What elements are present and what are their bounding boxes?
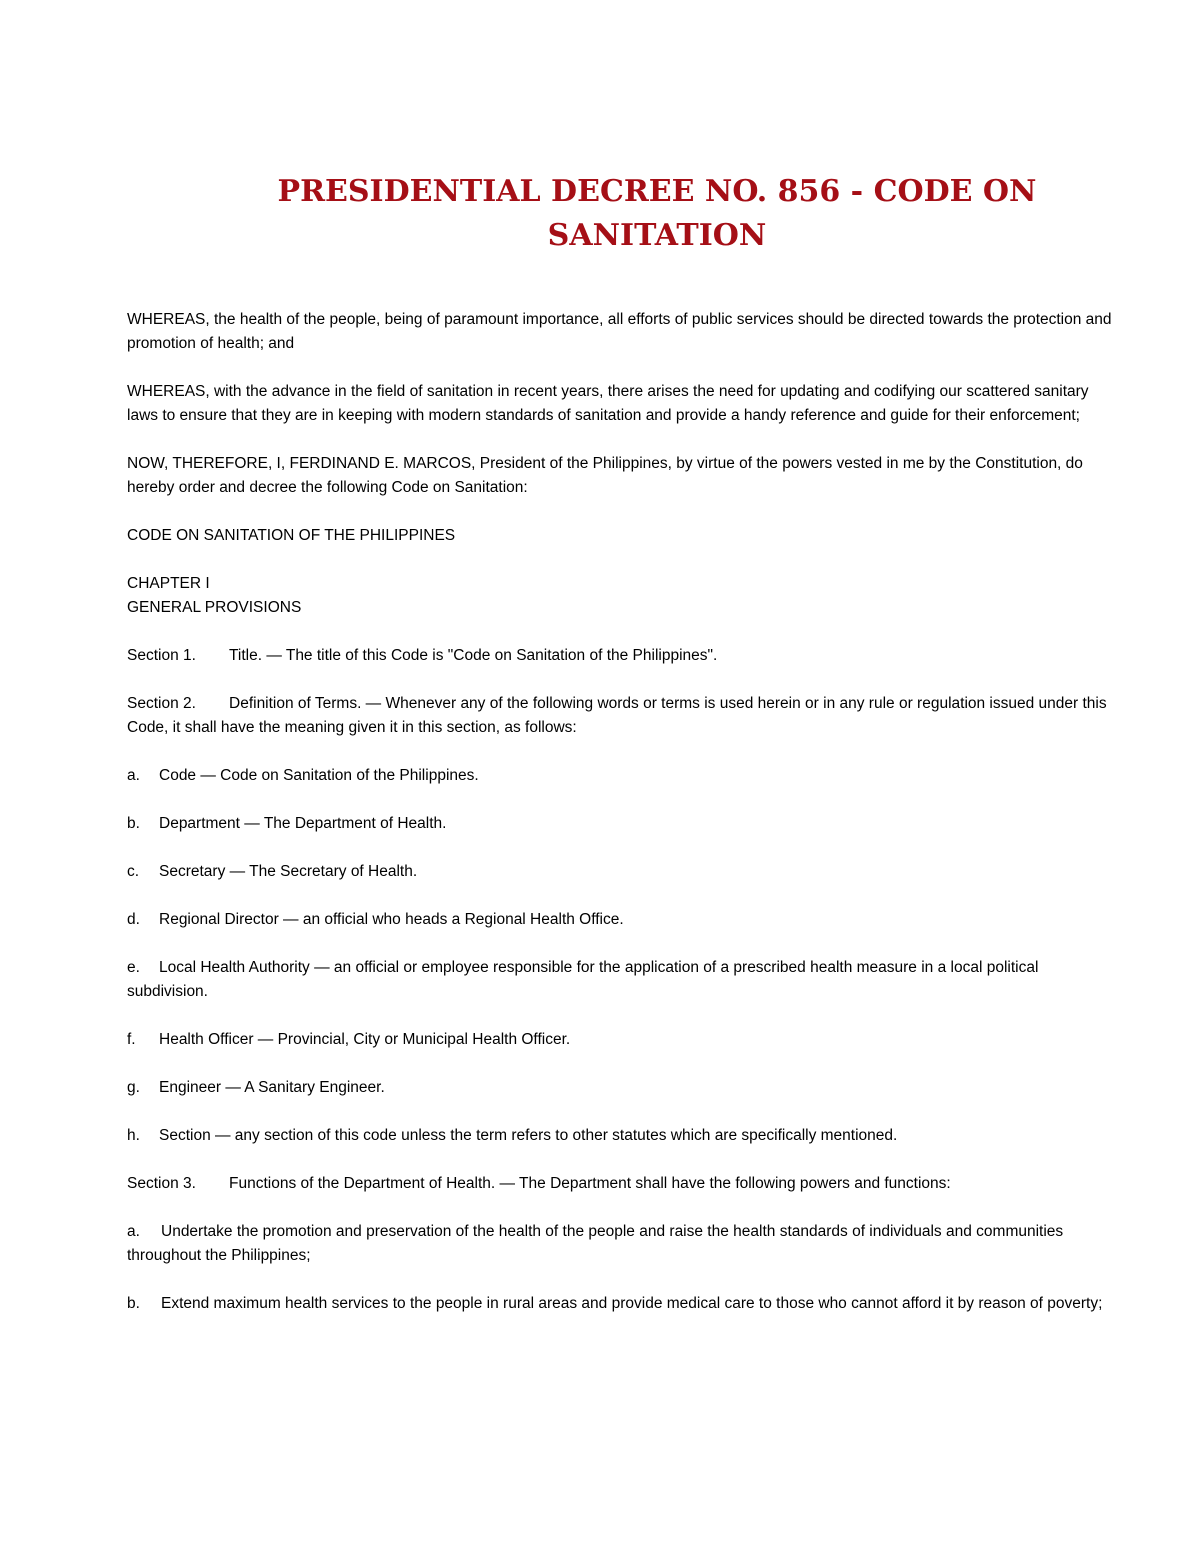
code-heading: CODE ON SANITATION OF THE PHILIPPINES <box>127 527 456 544</box>
whereas-paragraph-1: WHEREAS, the health of the people, being of paramount importance, all efforts of public services should be directed towards the protection and promotion of health; and <box>127 311 1112 352</box>
section-3 <box>127 1172 1117 1196</box>
definition-item <box>127 812 1117 836</box>
function-letter: b. <box>127 1295 140 1312</box>
function-text: Undertake the promotion and preservation of the health of the people and raise the health standards of individuals and communities throughout the Philippines; <box>127 1223 1064 1264</box>
definition-letter: e. <box>127 959 140 976</box>
function-letter: a. <box>127 1223 140 1240</box>
definition-letter: h. <box>127 1127 140 1144</box>
document-page <box>127 170 1117 1340</box>
whereas-paragraph-2: WHEREAS, with the advance in the field of sanitation in recent years, there arises the need for updating and codifying our scattered sanitary laws to ensure that they are in keeping with modern standards of sanitation and provide a handy reference and guide for their enforcement; <box>127 383 1089 424</box>
now-therefore-paragraph: NOW, THEREFORE, I, FERDINAND E. MARCOS, President of the Philippines, by virtue of the powers vested in me by the Constitution, do hereby order and decree the following Code on Sanitation: <box>127 455 1083 496</box>
definition-letter: g. <box>127 1079 140 1096</box>
definition-text: Health Officer — Provincial, City or Municipal Health Officer. <box>159 1031 571 1048</box>
function-text: Extend maximum health services to the people in rural areas and provide medical care to those who cannot afford it by reason of poverty; <box>161 1295 1103 1312</box>
section-2-text: Definition of Terms. — Whenever any of the following words or terms is used herein or in any rule or regulation issued under this Code, it shall have the meaning given it in this section, as follows: <box>127 695 1107 736</box>
section-2-label: Section 2. <box>127 695 196 712</box>
definition-text: Department — The Department of Health. <box>159 815 447 832</box>
section-1 <box>127 644 1117 668</box>
chapter-title: GENERAL PROVISIONS <box>127 599 302 616</box>
definition-text: Code — Code on Sanitation of the Philippines. <box>159 767 479 784</box>
definition-text: Secretary — The Secretary of Health. <box>159 863 418 880</box>
definition-text: Local Health Authority — an official or employee responsible for the application of a prescribed health measure in a local political subdivision. <box>127 959 1039 1000</box>
section-1-label: Section 1. <box>127 647 196 664</box>
section-3-text: Functions of the Department of Health. — The Department shall have the following powers and functions: <box>229 1175 951 1192</box>
definition-item <box>127 1124 1117 1148</box>
definition-item <box>127 764 1117 788</box>
definition-item <box>127 1028 1117 1052</box>
definition-letter: f. <box>127 1031 136 1048</box>
document-title: PRESIDENTIAL DECREE NO. 856 - CODE ON SANITATION <box>277 174 1037 253</box>
section-2 <box>127 692 1117 740</box>
definition-letter: c. <box>127 863 140 880</box>
definition-text: Engineer — A Sanitary Engineer. <box>159 1079 385 1096</box>
definition-text: Section — any section of this code unless the term refers to other statutes which are specifically mentioned. <box>159 1127 898 1144</box>
chapter-label: CHAPTER I <box>127 575 210 592</box>
definition-text: Regional Director — an official who heads a Regional Health Office. <box>159 911 624 928</box>
section-3-label: Section 3. <box>127 1175 196 1192</box>
function-item <box>127 1220 1117 1268</box>
definition-item <box>127 956 1117 1004</box>
definition-letter: a. <box>127 767 140 784</box>
definition-letter: d. <box>127 911 140 928</box>
definition-item <box>127 908 1117 932</box>
section-1-text: Title. — The title of this Code is "Code on Sanitation of the Philippines". <box>229 647 718 664</box>
definition-item <box>127 1076 1117 1100</box>
definition-letter: b. <box>127 815 140 832</box>
function-item <box>127 1292 1117 1316</box>
definition-item <box>127 860 1117 884</box>
